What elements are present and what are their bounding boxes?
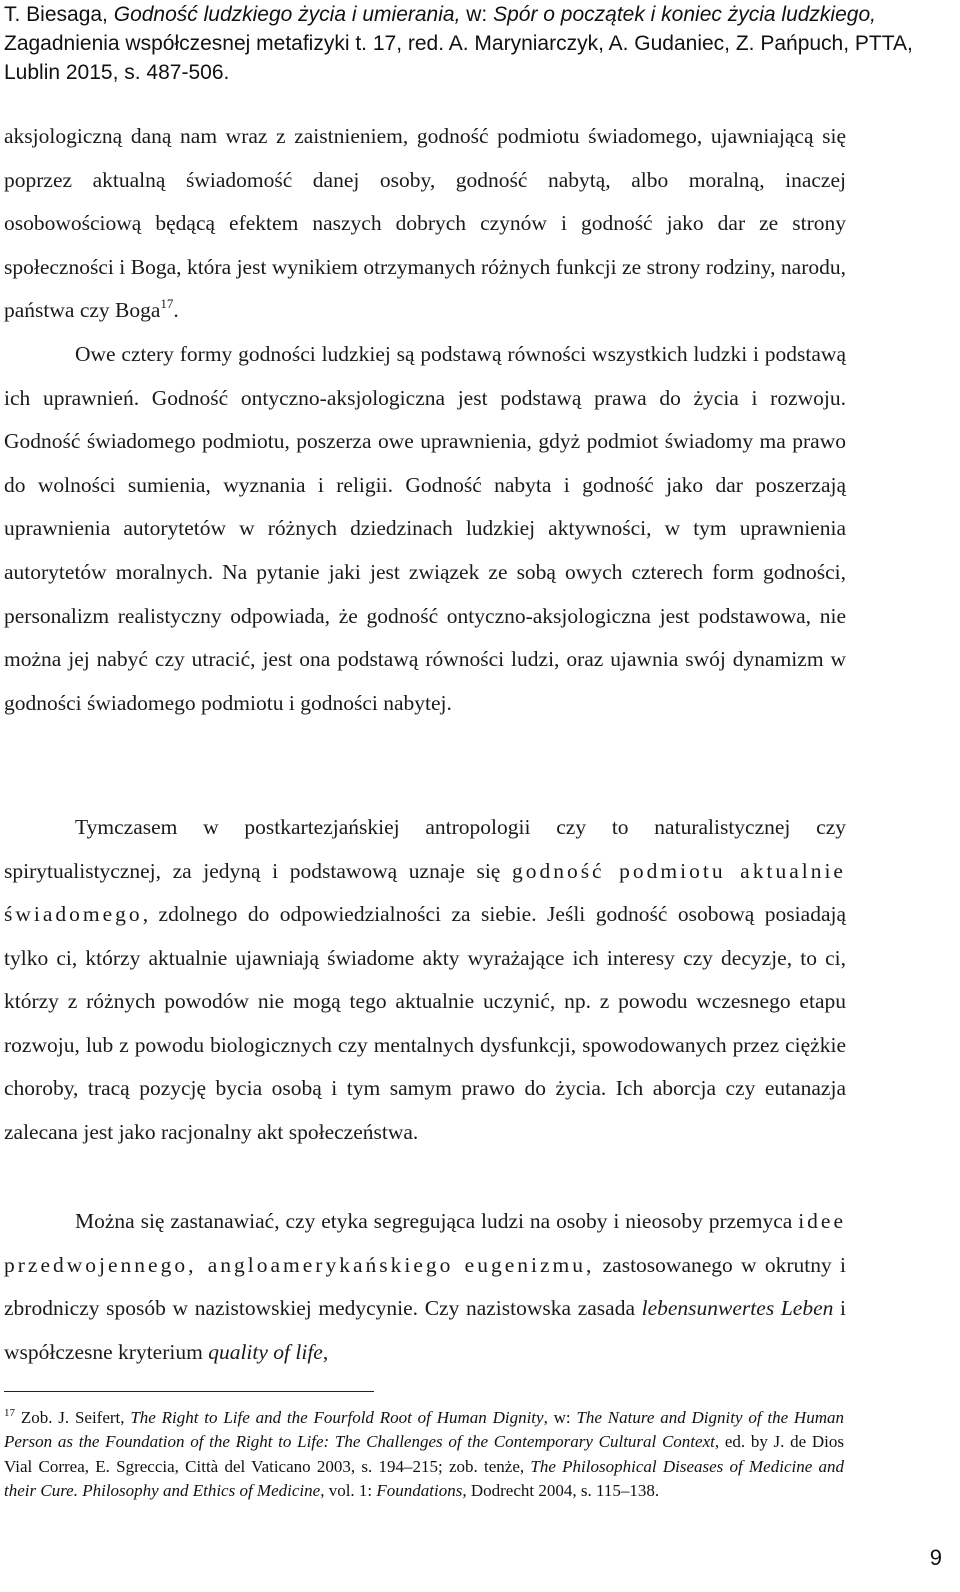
footnote-title: The Right to Life and the Fourfold Root of Human Dignity (130, 1408, 544, 1427)
footnote-text: , vol. 1: (320, 1480, 377, 1500)
citation-author: T. Biesaga, (4, 3, 114, 26)
paragraph-forms-of-dignity (4, 115, 846, 725)
paragraph-text: . (173, 298, 179, 323)
footnote-title: The Philosophical Diseases of Medicine and their Cure. Philosophy and Ethics of Medicine (4, 1456, 845, 1500)
italic-term: quality of life (208, 1339, 323, 1364)
paragraph-text: Tymczasem w postkartezjańskiej antropologii czy to naturalistycznej czy spirytualistycznej, za jedyną i podstawową uznaje się (4, 815, 846, 883)
footnote-17 (4, 1406, 844, 1503)
footnote-text: , w: (543, 1408, 577, 1427)
footnote-title: The Nature and Dignity of the Human Person as the Foundation of the Right to Life: The Challenges of the Contemporary Cultural Context (4, 1408, 844, 1452)
citation-details: Zagadnienia współczesnej metafizyki t. 17, red. A. Maryniarczyk, A. Gudaniec, Z. Pańpuch, PTTA, Lublin 2015, s. 487-506. (4, 32, 913, 84)
paragraph-text: Można się zastanawiać, czy etyka segregująca ludzi na osoby i nieosoby przemyca (75, 1209, 799, 1233)
footnote-title: Foundations (376, 1480, 463, 1500)
paragraph-postcartesian-anthropology (4, 806, 846, 1154)
paragraph-text: zastosowanego w okrutny i zbrodniczy sposób w nazistowskiej medycynie. Czy nazistowska zasada (4, 1252, 846, 1320)
citation-article-title: Godność ludzkiego życia i umierania, (113, 3, 461, 26)
footnote-text: , ed. by J. de Dios Vial Correa, E. Sgreccia, Città del Vaticano 2003, s. 194–215; zob. tenże, (4, 1432, 844, 1476)
citation-in: w: (460, 3, 494, 26)
citation-header (4, 0, 944, 87)
paragraph-eugenics (4, 1200, 846, 1374)
footnote-reference[interactable]: 17 (160, 296, 174, 312)
emphasized-phrase: godność podmiotu aktualnie świadomego (4, 858, 846, 926)
page-number: 9 (929, 1545, 942, 1570)
paragraph-equality: Owe cztery formy godności ludzkiej są podstawą równości wszystkich ludzki i podstawą ich uprawnień. Godność ontyczno-aksjologiczna jest podstawą prawa do życia i rozwoju. Godność świadomego podmiotu, poszerza owe uprawnienia, gdyż podmiot świadomy ma prawo do wolności sumienia, wyznania i religii. Godność nabyta i godność jako dar poszerzają uprawnienia autorytetów w różnych dziedzinach ludzkiej aktywności, w tym uprawnienia autorytetów moralnych. Na pytanie jaki jest związek ze sobą owych czterech form godności, personalizm realistyczny odpowiada, że godność ontyczno-aksjologiczna jest podstawowa, nie można jej nabyć czy utracić, jest ona podstawą równości ludzi, oraz ujawnia swój dynamizm w godności świadomego podmiotu i godności nabytej. (4, 341, 846, 715)
footnote-number: 17 (4, 1407, 15, 1419)
footnote-text: Zob. J. Seifert, (15, 1408, 131, 1427)
italic-term: lebensunwertes Leben (641, 1296, 834, 1320)
paragraph-text: aksjologiczną daną nam wraz z zaistnieniem, godność podmiotu świadomego, ujawniającą się poprzez aktualną świadomość danej osoby, godność nabytą, albo moralną, inaczej osobowościową będącą efektem naszych dobrych czynów i godność jako dar ze strony społeczności i Boga, która jest wynikiem otrzymanych różnych funkcji ze strony rodziny, narodu, państwa czy Boga (4, 124, 846, 323)
paragraph-text: , zdolnego do odpowiedzialności za siebie. Jeśli godność osobową posiadają tylko ci, którzy aktualnie ujawniają świadome akty wyrażające ich interesy czy decyzje, to ci, którzy z różnych powodów nie mogą tego aktualnie uczynić, np. z powodu wczesnego etapu rozwoju, lub z powodu biologicznych czy mentalnych dysfunkcji, spowodowanych przez ciężkie choroby, tracą pozycję bycia osobą i tym samym prawo do życia. Ich aborcja czy eutanazja zalecana jest jako racjonalny akt społeczeństwa. (4, 902, 846, 1144)
footnote-text: , Dodrecht 2004, s. 115–138. (462, 1480, 660, 1500)
citation-book-title: Spór o początek i koniec życia ludzkiego, (493, 3, 876, 26)
paragraph-text: , (322, 1339, 329, 1364)
paragraph-text: i współczesne kryterium (4, 1296, 846, 1364)
footnote-separator (4, 1391, 374, 1392)
emphasized-phrase: idee przedwojennego, angloamerykańskiego eugenizmu, (4, 1209, 846, 1277)
